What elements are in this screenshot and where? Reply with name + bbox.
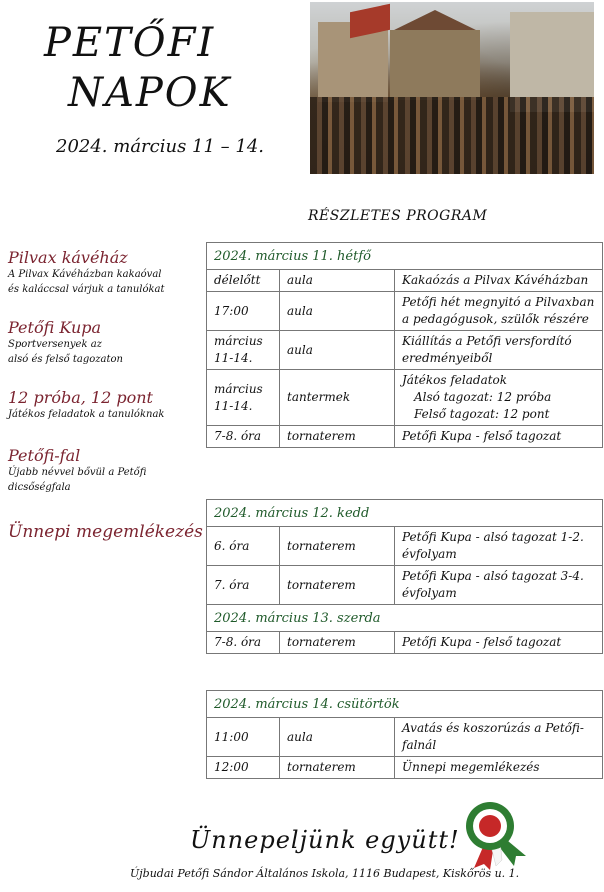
row-event: Petőfi hét megnyitó a Pilvaxban a pedagógusok, szülők részére	[395, 292, 603, 331]
row-place: tornaterem	[280, 426, 395, 448]
day-header: 2024. március 12. kedd	[207, 500, 603, 527]
historical-painting	[310, 2, 594, 174]
sidebar-desc: és kaláccsal várjuk a tanulókat	[8, 284, 165, 295]
sidebar-title: Ünnepi megemlékezés	[8, 522, 203, 542]
sidebar-item-ceremony	[8, 522, 203, 542]
row-place: aula	[280, 292, 395, 331]
row-place: aula	[280, 718, 395, 757]
row-event: Kiállítás a Petőfi versfordító eredményeiből	[395, 331, 603, 370]
poster-title-line1: PETŐFI	[44, 20, 216, 66]
sidebar-desc: dicsőségfala	[8, 482, 71, 493]
schedule-table-day2	[206, 499, 603, 654]
row-place: tantermek	[280, 370, 395, 426]
row-time: délelőtt	[207, 270, 280, 292]
sidebar-title: Petőfi-fal	[8, 446, 81, 465]
sidebar-item-proba	[8, 388, 164, 422]
row-time: 7. óra	[207, 566, 280, 605]
table-row	[207, 718, 603, 757]
row-time: 11:00	[207, 718, 280, 757]
row-place: tornaterem	[280, 566, 395, 605]
sidebar-desc: Sportversenyek az	[8, 339, 102, 350]
table-row	[207, 632, 603, 654]
row-time: 6. óra	[207, 527, 280, 566]
row-event: Petőfi Kupa - felső tagozat	[395, 426, 603, 448]
row-event-line: Alsó tagozat: 12 próba	[414, 390, 552, 404]
table-row	[207, 426, 603, 448]
day-header: 2024. március 11. hétfő	[207, 243, 603, 270]
table-row	[207, 370, 603, 426]
row-time: 7-8. óra	[207, 632, 280, 654]
sidebar-title: 12 próba, 12 pont	[8, 388, 153, 407]
poster-title-line2: NAPOK	[68, 70, 232, 116]
day-header: 2024. március 14. csütörtök	[207, 691, 603, 718]
table-row	[207, 292, 603, 331]
row-event: Petőfi Kupa - alsó tagozat 1-2. évfolyam	[395, 527, 603, 566]
row-place: aula	[280, 270, 395, 292]
day-header: 2024. március 13. szerda	[207, 605, 603, 632]
sidebar-title: Pilvax kávéház	[8, 248, 128, 267]
national-cockade-icon	[456, 800, 526, 870]
row-time: 12:00	[207, 757, 280, 779]
row-event-title: Játékos feladatok	[402, 373, 508, 387]
row-place: aula	[280, 331, 395, 370]
program-heading: RÉSZLETES PROGRAM	[308, 208, 488, 224]
row-time: március 11-14.	[207, 331, 280, 370]
footer-slogan: Ünnepeljünk együtt!	[190, 826, 460, 854]
sidebar-title: Petőfi Kupa	[8, 318, 102, 337]
table-row	[207, 527, 603, 566]
sidebar-desc: Újabb névvel bővül a Petőfi	[8, 467, 147, 478]
row-place: tornaterem	[280, 632, 395, 654]
table-row	[207, 757, 603, 779]
sidebar-item-kupa	[8, 318, 123, 367]
row-event	[395, 370, 603, 426]
row-time: 7-8. óra	[207, 426, 280, 448]
row-place: tornaterem	[280, 757, 395, 779]
row-place: tornaterem	[280, 527, 395, 566]
sidebar-item-pilvax	[8, 248, 165, 297]
row-event: Petőfi Kupa - felső tagozat	[395, 632, 603, 654]
schedule-table-day4	[206, 690, 603, 779]
sidebar-desc: Játékos feladatok a tanulóknak	[8, 409, 165, 420]
row-event: Kakaózás a Pilvax Kávéházban	[395, 270, 603, 292]
row-event: Petőfi Kupa - alsó tagozat 3-4. évfolyam	[395, 566, 603, 605]
footer-school-address: Újbudai Petőfi Sándor Általános Iskola, 1116 Budapest, Kiskőrös u. 1.	[130, 867, 520, 880]
table-row	[207, 331, 603, 370]
row-event: Ünnepi megemlékezés	[395, 757, 603, 779]
table-row	[207, 270, 603, 292]
row-time: március 11-14.	[207, 370, 280, 426]
table-row	[207, 566, 603, 605]
event-dates: 2024. március 11 – 14.	[56, 136, 265, 157]
row-event-line: Felső tagozat: 12 pont	[414, 407, 550, 421]
row-time: 17:00	[207, 292, 280, 331]
sidebar-item-fal	[8, 446, 146, 495]
sidebar-desc: A Pilvax Kávéházban kakaóval	[8, 269, 162, 280]
schedule-table-day1	[206, 242, 603, 448]
sidebar-desc: alsó és felső tagozaton	[8, 354, 123, 365]
row-event: Avatás és koszorúzás a Petőfi-falnál	[395, 718, 603, 757]
